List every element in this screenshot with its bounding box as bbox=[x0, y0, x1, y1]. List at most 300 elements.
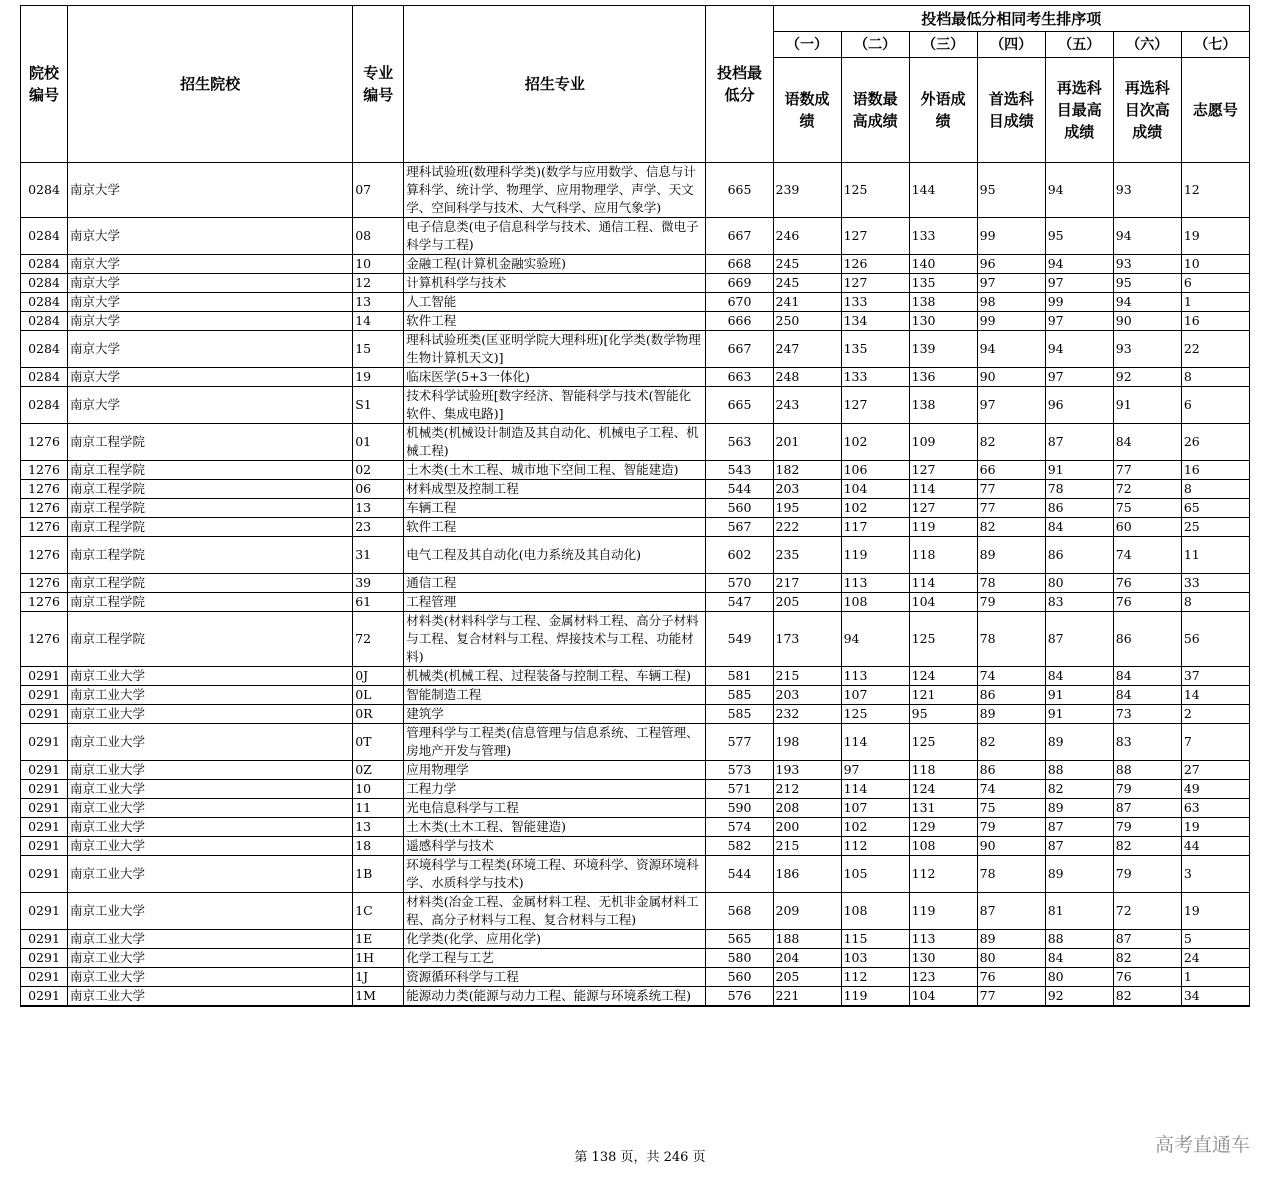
tiebreak-cell: 80 bbox=[1045, 968, 1113, 987]
tiebreak-cell: 221 bbox=[773, 987, 841, 1007]
tiebreak-cell: 232 bbox=[773, 705, 841, 724]
tiebreak-cell: 104 bbox=[909, 593, 977, 612]
tiebreak-cell: 130 bbox=[909, 312, 977, 331]
tiebreak-cell: 86 bbox=[1113, 612, 1181, 667]
header-tiebreak-index: （二） bbox=[841, 32, 909, 58]
tiebreak-cell: 95 bbox=[1113, 274, 1181, 293]
tiebreak-cell: 119 bbox=[841, 537, 909, 574]
major-code-cell: 10 bbox=[353, 780, 404, 799]
header-school-name: 招生院校 bbox=[68, 6, 353, 163]
major-code-cell: 15 bbox=[353, 331, 404, 368]
tiebreak-cell: 8 bbox=[1181, 480, 1249, 499]
tiebreak-cell: 88 bbox=[1045, 930, 1113, 949]
table-row bbox=[21, 893, 1250, 930]
major-code-cell: 14 bbox=[353, 312, 404, 331]
min-score-cell: 585 bbox=[706, 686, 773, 705]
school-code-cell: 1276 bbox=[21, 499, 68, 518]
tiebreak-cell: 80 bbox=[1045, 574, 1113, 593]
tiebreak-cell: 123 bbox=[909, 968, 977, 987]
tiebreak-cell: 89 bbox=[977, 537, 1045, 574]
header-major-name: 招生专业 bbox=[404, 6, 706, 163]
tiebreak-cell: 131 bbox=[909, 799, 977, 818]
tiebreak-cell: 205 bbox=[773, 968, 841, 987]
major-name-cell: 电子信息类(电子信息科学与技术、通信工程、微电子科学与工程) bbox=[404, 218, 706, 255]
min-score-cell: 549 bbox=[706, 612, 773, 667]
tiebreak-cell: 222 bbox=[773, 518, 841, 537]
tiebreak-cell: 182 bbox=[773, 461, 841, 480]
major-code-cell: 0L bbox=[353, 686, 404, 705]
min-score-cell: 667 bbox=[706, 331, 773, 368]
tiebreak-cell: 140 bbox=[909, 255, 977, 274]
tiebreak-cell: 102 bbox=[841, 499, 909, 518]
min-score-cell: 670 bbox=[706, 293, 773, 312]
school-name-cell: 南京大学 bbox=[68, 331, 353, 368]
min-score-cell: 665 bbox=[706, 163, 773, 218]
school-code-cell: 0284 bbox=[21, 274, 68, 293]
tiebreak-cell: 95 bbox=[977, 163, 1045, 218]
table-row bbox=[21, 293, 1250, 312]
tiebreak-cell: 87 bbox=[1045, 837, 1113, 856]
major-name-cell: 通信工程 bbox=[404, 574, 706, 593]
tiebreak-cell: 88 bbox=[1045, 761, 1113, 780]
tiebreak-cell: 94 bbox=[1045, 163, 1113, 218]
header-tiebreak-label: 外语成绩 bbox=[909, 58, 977, 163]
table-row bbox=[21, 949, 1250, 968]
table-row bbox=[21, 799, 1250, 818]
tiebreak-cell: 126 bbox=[841, 255, 909, 274]
major-code-cell: 18 bbox=[353, 837, 404, 856]
tiebreak-cell: 186 bbox=[773, 856, 841, 893]
header-tiebreak-title: 投档最低分相同考生排序项 bbox=[773, 6, 1249, 32]
tiebreak-cell: 215 bbox=[773, 837, 841, 856]
tiebreak-cell: 72 bbox=[1113, 480, 1181, 499]
tiebreak-cell: 104 bbox=[909, 987, 977, 1007]
tiebreak-cell: 19 bbox=[1181, 893, 1249, 930]
tiebreak-cell: 215 bbox=[773, 667, 841, 686]
min-score-cell: 576 bbox=[706, 987, 773, 1007]
tiebreak-cell: 118 bbox=[909, 761, 977, 780]
tiebreak-cell: 19 bbox=[1181, 818, 1249, 837]
major-name-cell: 能源动力类(能源与动力工程、能源与环境系统工程) bbox=[404, 987, 706, 1007]
school-name-cell: 南京工业大学 bbox=[68, 761, 353, 780]
tiebreak-cell: 108 bbox=[909, 837, 977, 856]
tiebreak-cell: 3 bbox=[1181, 856, 1249, 893]
tiebreak-cell: 173 bbox=[773, 612, 841, 667]
tiebreak-cell: 125 bbox=[909, 724, 977, 761]
tiebreak-cell: 114 bbox=[841, 780, 909, 799]
school-name-cell: 南京大学 bbox=[68, 163, 353, 218]
tiebreak-cell: 97 bbox=[977, 274, 1045, 293]
major-name-cell: 机械类(机械工程、过程装备与控制工程、车辆工程) bbox=[404, 667, 706, 686]
tiebreak-cell: 65 bbox=[1181, 499, 1249, 518]
tiebreak-cell: 81 bbox=[1045, 893, 1113, 930]
tiebreak-cell: 217 bbox=[773, 574, 841, 593]
major-name-cell: 人工智能 bbox=[404, 293, 706, 312]
tiebreak-cell: 49 bbox=[1181, 780, 1249, 799]
tiebreak-cell: 95 bbox=[1045, 218, 1113, 255]
major-code-cell: 01 bbox=[353, 424, 404, 461]
tiebreak-cell: 114 bbox=[909, 574, 977, 593]
min-score-cell: 581 bbox=[706, 667, 773, 686]
tiebreak-cell: 82 bbox=[977, 724, 1045, 761]
tiebreak-cell: 98 bbox=[977, 293, 1045, 312]
tiebreak-cell: 82 bbox=[977, 518, 1045, 537]
tiebreak-cell: 73 bbox=[1113, 705, 1181, 724]
tiebreak-cell: 200 bbox=[773, 818, 841, 837]
table-row bbox=[21, 480, 1250, 499]
major-code-cell: 13 bbox=[353, 818, 404, 837]
school-code-cell: 1276 bbox=[21, 537, 68, 574]
tiebreak-cell: 113 bbox=[841, 667, 909, 686]
tiebreak-cell: 135 bbox=[909, 274, 977, 293]
table-header bbox=[21, 6, 1250, 163]
tiebreak-cell: 83 bbox=[1045, 593, 1113, 612]
tiebreak-cell: 94 bbox=[1045, 331, 1113, 368]
major-name-cell: 机械类(机械设计制造及其自动化、机械电子工程、机械工程) bbox=[404, 424, 706, 461]
school-code-cell: 0291 bbox=[21, 724, 68, 761]
major-code-cell: 08 bbox=[353, 218, 404, 255]
school-code-cell: 0291 bbox=[21, 705, 68, 724]
tiebreak-cell: 115 bbox=[841, 930, 909, 949]
tiebreak-cell: 113 bbox=[841, 574, 909, 593]
min-score-cell: 665 bbox=[706, 387, 773, 424]
tiebreak-cell: 77 bbox=[977, 987, 1045, 1007]
tiebreak-cell: 84 bbox=[1045, 667, 1113, 686]
tiebreak-cell: 91 bbox=[1045, 461, 1113, 480]
major-code-cell: 72 bbox=[353, 612, 404, 667]
tiebreak-cell: 125 bbox=[841, 163, 909, 218]
tiebreak-cell: 84 bbox=[1113, 424, 1181, 461]
major-code-cell: 1H bbox=[353, 949, 404, 968]
school-code-cell: 0291 bbox=[21, 987, 68, 1007]
tiebreak-cell: 94 bbox=[841, 612, 909, 667]
tiebreak-cell: 97 bbox=[1045, 368, 1113, 387]
school-name-cell: 南京工程学院 bbox=[68, 499, 353, 518]
tiebreak-cell: 136 bbox=[909, 368, 977, 387]
tiebreak-cell: 90 bbox=[977, 368, 1045, 387]
tiebreak-cell: 66 bbox=[977, 461, 1045, 480]
header-tiebreak-index: （五） bbox=[1045, 32, 1113, 58]
tiebreak-cell: 94 bbox=[1113, 218, 1181, 255]
tiebreak-cell: 239 bbox=[773, 163, 841, 218]
major-code-cell: 06 bbox=[353, 480, 404, 499]
major-name-cell: 工程力学 bbox=[404, 780, 706, 799]
school-name-cell: 南京工业大学 bbox=[68, 987, 353, 1007]
tiebreak-cell: 44 bbox=[1181, 837, 1249, 856]
table-row bbox=[21, 331, 1250, 368]
min-score-cell: 574 bbox=[706, 818, 773, 837]
school-name-cell: 南京工业大学 bbox=[68, 705, 353, 724]
header-tiebreak-label: 志愿号 bbox=[1181, 58, 1249, 163]
tiebreak-cell: 93 bbox=[1113, 331, 1181, 368]
major-code-cell: 1J bbox=[353, 968, 404, 987]
major-code-cell: 1M bbox=[353, 987, 404, 1007]
school-code-cell: 0291 bbox=[21, 667, 68, 686]
school-name-cell: 南京工业大学 bbox=[68, 949, 353, 968]
tiebreak-cell: 89 bbox=[977, 705, 1045, 724]
tiebreak-cell: 108 bbox=[841, 893, 909, 930]
school-code-cell: 0291 bbox=[21, 856, 68, 893]
tiebreak-cell: 203 bbox=[773, 686, 841, 705]
tiebreak-cell: 79 bbox=[977, 593, 1045, 612]
tiebreak-cell: 198 bbox=[773, 724, 841, 761]
tiebreak-cell: 97 bbox=[841, 761, 909, 780]
school-code-cell: 1276 bbox=[21, 424, 68, 461]
table-row bbox=[21, 218, 1250, 255]
tiebreak-cell: 34 bbox=[1181, 987, 1249, 1007]
tiebreak-cell: 90 bbox=[977, 837, 1045, 856]
tiebreak-cell: 203 bbox=[773, 480, 841, 499]
major-code-cell: 10 bbox=[353, 255, 404, 274]
tiebreak-cell: 205 bbox=[773, 593, 841, 612]
school-name-cell: 南京大学 bbox=[68, 293, 353, 312]
tiebreak-cell: 112 bbox=[841, 968, 909, 987]
school-name-cell: 南京大学 bbox=[68, 312, 353, 331]
major-name-cell: 技术科学试验班[数字经济、智能科学与技术(智能化软件、集成电路)] bbox=[404, 387, 706, 424]
major-name-cell: 理科试验班(数理科学类)(数学与应用数学、信息与计算科学、统计学、物理学、应用物理学、声学、天文学、空间科学与技术、大气科学、应用气象学) bbox=[404, 163, 706, 218]
school-name-cell: 南京工业大学 bbox=[68, 968, 353, 987]
tiebreak-cell: 72 bbox=[1113, 893, 1181, 930]
tiebreak-cell: 99 bbox=[977, 218, 1045, 255]
tiebreak-cell: 103 bbox=[841, 949, 909, 968]
tiebreak-cell: 107 bbox=[841, 686, 909, 705]
tiebreak-cell: 188 bbox=[773, 930, 841, 949]
header-tiebreak-label: 再选科目最高成绩 bbox=[1045, 58, 1113, 163]
school-name-cell: 南京工业大学 bbox=[68, 799, 353, 818]
tiebreak-cell: 133 bbox=[841, 368, 909, 387]
school-code-cell: 1276 bbox=[21, 461, 68, 480]
table-row bbox=[21, 705, 1250, 724]
tiebreak-cell: 82 bbox=[977, 424, 1045, 461]
table-row bbox=[21, 856, 1250, 893]
tiebreak-cell: 96 bbox=[977, 255, 1045, 274]
tiebreak-cell: 22 bbox=[1181, 331, 1249, 368]
tiebreak-cell: 77 bbox=[977, 480, 1045, 499]
tiebreak-cell: 114 bbox=[841, 724, 909, 761]
table-body bbox=[21, 163, 1250, 1007]
tiebreak-cell: 97 bbox=[977, 387, 1045, 424]
tiebreak-cell: 79 bbox=[1113, 818, 1181, 837]
tiebreak-cell: 121 bbox=[909, 686, 977, 705]
school-code-cell: 0284 bbox=[21, 312, 68, 331]
header-tiebreak-label: 首选科目成绩 bbox=[977, 58, 1045, 163]
tiebreak-cell: 84 bbox=[1113, 686, 1181, 705]
header-tiebreak-index: （一） bbox=[773, 32, 841, 58]
tiebreak-cell: 87 bbox=[1113, 799, 1181, 818]
min-score-cell: 590 bbox=[706, 799, 773, 818]
tiebreak-cell: 74 bbox=[1113, 537, 1181, 574]
tiebreak-cell: 7 bbox=[1181, 724, 1249, 761]
major-name-cell: 金融工程(计算机金融实验班) bbox=[404, 255, 706, 274]
tiebreak-cell: 78 bbox=[977, 856, 1045, 893]
tiebreak-cell: 82 bbox=[1045, 780, 1113, 799]
tiebreak-cell: 91 bbox=[1113, 387, 1181, 424]
major-code-cell: 13 bbox=[353, 293, 404, 312]
tiebreak-cell: 99 bbox=[1045, 293, 1113, 312]
min-score-cell: 560 bbox=[706, 968, 773, 987]
school-name-cell: 南京大学 bbox=[68, 255, 353, 274]
tiebreak-cell: 79 bbox=[977, 818, 1045, 837]
tiebreak-cell: 5 bbox=[1181, 930, 1249, 949]
tiebreak-cell: 78 bbox=[977, 612, 1045, 667]
tiebreak-cell: 129 bbox=[909, 818, 977, 837]
min-score-cell: 667 bbox=[706, 218, 773, 255]
tiebreak-cell: 247 bbox=[773, 331, 841, 368]
major-name-cell: 材料类(材料科学与工程、金属材料工程、高分子材料与工程、复合材料与工程、焊接技术与工程、功能材料) bbox=[404, 612, 706, 667]
tiebreak-cell: 119 bbox=[909, 893, 977, 930]
tiebreak-cell: 193 bbox=[773, 761, 841, 780]
tiebreak-cell: 12 bbox=[1181, 163, 1249, 218]
tiebreak-cell: 195 bbox=[773, 499, 841, 518]
major-code-cell: 13 bbox=[353, 499, 404, 518]
major-code-cell: 1B bbox=[353, 856, 404, 893]
tiebreak-cell: 250 bbox=[773, 312, 841, 331]
school-name-cell: 南京工程学院 bbox=[68, 612, 353, 667]
tiebreak-cell: 84 bbox=[1113, 667, 1181, 686]
table-row bbox=[21, 837, 1250, 856]
major-name-cell: 建筑学 bbox=[404, 705, 706, 724]
major-code-cell: 0Z bbox=[353, 761, 404, 780]
school-code-cell: 0291 bbox=[21, 930, 68, 949]
major-code-cell: 02 bbox=[353, 461, 404, 480]
school-name-cell: 南京工业大学 bbox=[68, 667, 353, 686]
tiebreak-cell: 86 bbox=[977, 761, 1045, 780]
table-row bbox=[21, 724, 1250, 761]
major-code-cell: 11 bbox=[353, 799, 404, 818]
table-row bbox=[21, 761, 1250, 780]
table-row bbox=[21, 255, 1250, 274]
tiebreak-cell: 245 bbox=[773, 274, 841, 293]
tiebreak-cell: 76 bbox=[1113, 574, 1181, 593]
tiebreak-cell: 92 bbox=[1113, 368, 1181, 387]
school-code-cell: 0291 bbox=[21, 761, 68, 780]
tiebreak-cell: 113 bbox=[909, 930, 977, 949]
tiebreak-cell: 99 bbox=[977, 312, 1045, 331]
tiebreak-cell: 144 bbox=[909, 163, 977, 218]
major-name-cell: 材料类(冶金工程、金属材料工程、无机非金属材料工程、高分子材料与工程、复合材料与工程) bbox=[404, 893, 706, 930]
school-name-cell: 南京工业大学 bbox=[68, 856, 353, 893]
tiebreak-cell: 124 bbox=[909, 667, 977, 686]
major-code-cell: 23 bbox=[353, 518, 404, 537]
tiebreak-cell: 133 bbox=[841, 293, 909, 312]
table-row bbox=[21, 274, 1250, 293]
tiebreak-cell: 118 bbox=[909, 537, 977, 574]
tiebreak-cell: 127 bbox=[909, 461, 977, 480]
tiebreak-cell: 86 bbox=[1045, 499, 1113, 518]
school-name-cell: 南京大学 bbox=[68, 368, 353, 387]
min-score-cell: 577 bbox=[706, 724, 773, 761]
school-code-cell: 0284 bbox=[21, 387, 68, 424]
tiebreak-cell: 87 bbox=[1045, 424, 1113, 461]
tiebreak-cell: 87 bbox=[1113, 930, 1181, 949]
tiebreak-cell: 246 bbox=[773, 218, 841, 255]
major-name-cell: 土木类(土木工程、智能建造) bbox=[404, 818, 706, 837]
tiebreak-cell: 117 bbox=[841, 518, 909, 537]
header-tiebreak-label: 语数成绩 bbox=[773, 58, 841, 163]
tiebreak-cell: 235 bbox=[773, 537, 841, 574]
tiebreak-cell: 87 bbox=[977, 893, 1045, 930]
tiebreak-cell: 245 bbox=[773, 255, 841, 274]
school-name-cell: 南京工程学院 bbox=[68, 480, 353, 499]
tiebreak-cell: 79 bbox=[1113, 856, 1181, 893]
major-name-cell: 资源循环科学与工程 bbox=[404, 968, 706, 987]
tiebreak-cell: 60 bbox=[1113, 518, 1181, 537]
min-score-cell: 544 bbox=[706, 856, 773, 893]
table-row bbox=[21, 968, 1250, 987]
tiebreak-cell: 127 bbox=[841, 387, 909, 424]
school-name-cell: 南京大学 bbox=[68, 218, 353, 255]
major-name-cell: 应用物理学 bbox=[404, 761, 706, 780]
school-code-cell: 0291 bbox=[21, 837, 68, 856]
tiebreak-cell: 27 bbox=[1181, 761, 1249, 780]
tiebreak-cell: 25 bbox=[1181, 518, 1249, 537]
tiebreak-cell: 84 bbox=[1045, 949, 1113, 968]
tiebreak-cell: 248 bbox=[773, 368, 841, 387]
major-name-cell: 软件工程 bbox=[404, 312, 706, 331]
tiebreak-cell: 79 bbox=[1113, 780, 1181, 799]
major-name-cell: 遥感科学与技术 bbox=[404, 837, 706, 856]
tiebreak-cell: 8 bbox=[1181, 368, 1249, 387]
tiebreak-cell: 6 bbox=[1181, 387, 1249, 424]
table-row bbox=[21, 930, 1250, 949]
tiebreak-cell: 201 bbox=[773, 424, 841, 461]
min-score-cell: 602 bbox=[706, 537, 773, 574]
tiebreak-cell: 89 bbox=[977, 930, 1045, 949]
tiebreak-cell: 125 bbox=[841, 705, 909, 724]
table-row bbox=[21, 686, 1250, 705]
tiebreak-cell: 97 bbox=[1045, 274, 1113, 293]
school-name-cell: 南京工业大学 bbox=[68, 780, 353, 799]
school-code-cell: 0284 bbox=[21, 163, 68, 218]
tiebreak-cell: 127 bbox=[909, 499, 977, 518]
major-code-cell: 0T bbox=[353, 724, 404, 761]
tiebreak-cell: 26 bbox=[1181, 424, 1249, 461]
tiebreak-cell: 87 bbox=[1045, 612, 1113, 667]
tiebreak-cell: 208 bbox=[773, 799, 841, 818]
school-code-cell: 0291 bbox=[21, 818, 68, 837]
school-name-cell: 南京工程学院 bbox=[68, 537, 353, 574]
tiebreak-cell: 74 bbox=[977, 780, 1045, 799]
school-code-cell: 1276 bbox=[21, 612, 68, 667]
tiebreak-cell: 16 bbox=[1181, 312, 1249, 331]
tiebreak-cell: 83 bbox=[1113, 724, 1181, 761]
tiebreak-cell: 82 bbox=[1113, 837, 1181, 856]
major-code-cell: S1 bbox=[353, 387, 404, 424]
tiebreak-cell: 78 bbox=[977, 574, 1045, 593]
school-code-cell: 0291 bbox=[21, 968, 68, 987]
min-score-cell: 573 bbox=[706, 761, 773, 780]
min-score-cell: 563 bbox=[706, 424, 773, 461]
school-code-cell: 1276 bbox=[21, 593, 68, 612]
tiebreak-cell: 119 bbox=[841, 987, 909, 1007]
table-row bbox=[21, 368, 1250, 387]
school-name-cell: 南京工程学院 bbox=[68, 593, 353, 612]
header-school-code: 院校编号 bbox=[21, 6, 68, 163]
tiebreak-cell: 138 bbox=[909, 387, 977, 424]
tiebreak-cell: 104 bbox=[841, 480, 909, 499]
school-code-cell: 0284 bbox=[21, 218, 68, 255]
major-name-cell: 化学工程与工艺 bbox=[404, 949, 706, 968]
tiebreak-cell: 37 bbox=[1181, 667, 1249, 686]
major-name-cell: 工程管理 bbox=[404, 593, 706, 612]
school-code-cell: 0284 bbox=[21, 293, 68, 312]
major-code-cell: 19 bbox=[353, 368, 404, 387]
tiebreak-cell: 97 bbox=[1045, 312, 1113, 331]
tiebreak-cell: 94 bbox=[1113, 293, 1181, 312]
tiebreak-cell: 107 bbox=[841, 799, 909, 818]
min-score-cell: 668 bbox=[706, 255, 773, 274]
tiebreak-cell: 24 bbox=[1181, 949, 1249, 968]
